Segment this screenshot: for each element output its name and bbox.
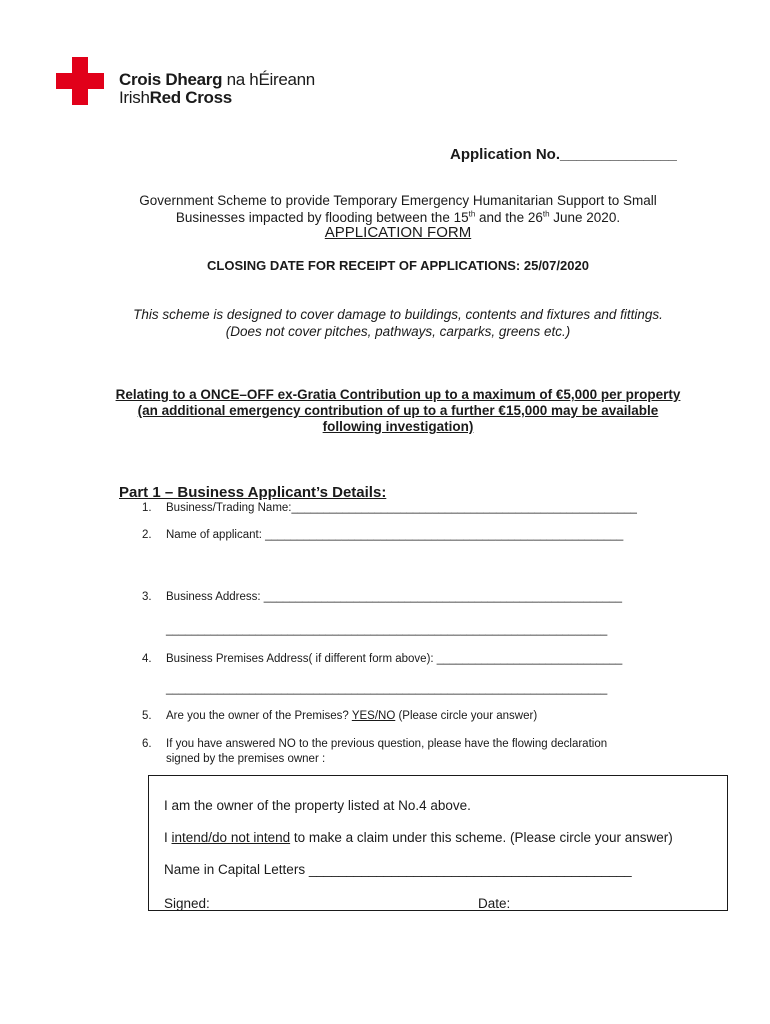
scheme-description: Government Scheme to provide Temporary Emergency Humanitarian Support to Small Businesses impacted by flooding between the 15th and the 26th June 2020. xyxy=(139,193,657,225)
date-field[interactable]: Date: xyxy=(478,896,511,911)
contribution-note: Relating to a ONCE–OFF ex-Gratia Contribution up to a maximum of €5,000 per property (an additional emergency contribution of up to a further €15,000 may be available following investigation) xyxy=(115,387,681,434)
name-capitals-field[interactable]: Name in Capital Letters ___________________________________________ xyxy=(164,862,632,877)
claim-intent-statement: I intend/do not intend to make a claim under this scheme. (Please circle your answer) xyxy=(164,830,673,845)
owner-question: 5. Are you the owner of the Premises? YES/NO (Please circle your answer) xyxy=(142,710,538,722)
business-trading-name-field[interactable]: 1. Business/Trading Name:______________________________________________________ xyxy=(142,502,637,514)
yes-no-option[interactable]: YES/NO xyxy=(351,710,396,722)
premises-address-field-cont[interactable]: _____________________________________________________________________ xyxy=(166,683,608,695)
applicant-name-field[interactable]: 2. Name of applicant: ________________________________________________________ xyxy=(142,529,624,541)
business-address-field-cont[interactable]: _____________________________________________________________________ xyxy=(166,624,608,636)
form-title: APPLICATION FORM xyxy=(324,224,472,241)
business-address-field[interactable]: 3. Business Address: ________________________________________________________ xyxy=(142,591,622,603)
logo-name-english: IrishRed Cross xyxy=(119,88,232,107)
declaration-instruction: 6. If you have answered NO to the previous question, please have the flowing declaration signed by the premises owner : xyxy=(142,738,608,765)
logo-name-irish: Crois Dhearg na hÉireann xyxy=(119,70,315,89)
signed-field[interactable]: Signed: xyxy=(164,896,210,911)
red-cross-logo-icon xyxy=(56,57,104,105)
application-number-field[interactable]: Application No.______________ xyxy=(450,146,677,163)
part1-heading: Part 1 – Business Applicant’s Details: xyxy=(119,484,387,501)
owner-statement: I am the owner of the property listed at No.4 above. xyxy=(164,798,471,813)
scheme-coverage-note: This scheme is designed to cover damage to buildings, contents and fixtures and fittings. (Does not cover pitches, pathways, carparks, greens etc.) xyxy=(133,307,663,339)
premises-address-field[interactable]: 4. Business Premises Address( if different form above): _____________________________ xyxy=(142,653,623,665)
closing-date: CLOSING DATE FOR RECEIPT OF APPLICATIONS: 25/07/2020 xyxy=(207,258,589,273)
intend-option[interactable]: intend/do not intend xyxy=(171,830,291,845)
